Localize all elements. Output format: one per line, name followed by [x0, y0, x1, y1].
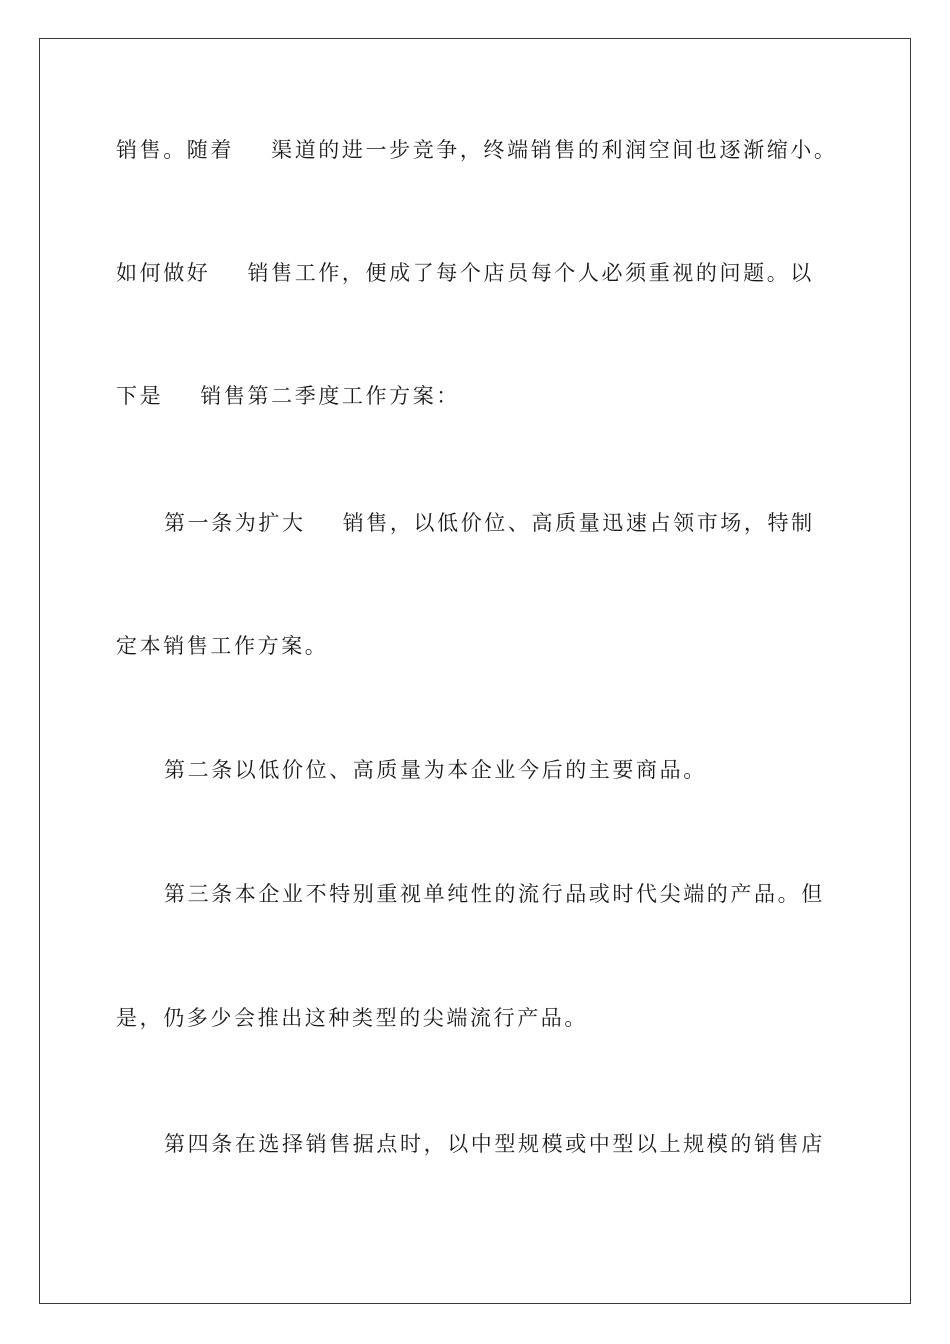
text-line-1: 销售。随着 渠道的进一步竞争，终端销售的利润空间也逐渐缩小。 — [116, 138, 838, 162]
text-line-4: 第一条为扩大 销售，以低价位、高质量迅速占领市场，特制 — [164, 511, 815, 535]
text-line-3: 下是 销售第二季度工作方案： — [116, 384, 460, 408]
text-line-5: 定本销售工作方案。 — [116, 634, 329, 658]
page-border — [39, 38, 911, 1304]
text-line-9: 第四条在选择销售据点时，以中型规模或中型以上规模的销售店 — [164, 1132, 825, 1156]
text-line-6: 第二条以低价位、高质量为本企业今后的主要商品。 — [164, 758, 707, 782]
text-line-7: 第三条本企业不特别重视单纯性的流行品或时代尖端的产品。但 — [164, 882, 825, 906]
text-line-2: 如何做好 销售工作，便成了每个店员每个人必须重视的问题。以 — [116, 261, 814, 285]
text-line-8: 是，仍多少会推出这种类型的尖端流行产品。 — [116, 1006, 588, 1030]
